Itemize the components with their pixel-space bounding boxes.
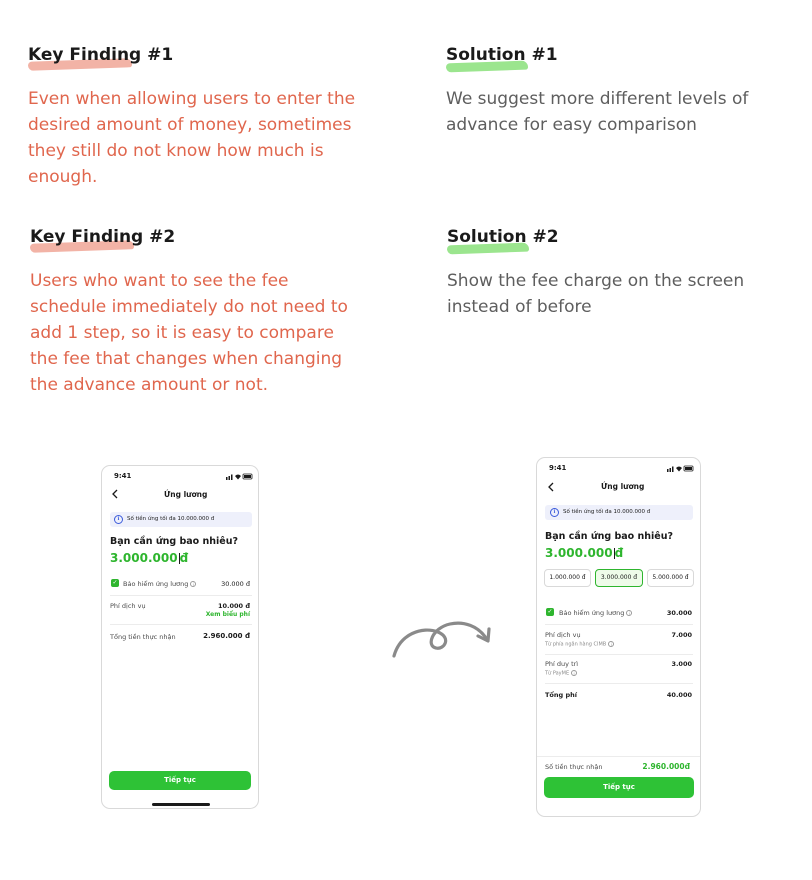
info-icon[interactable]: i (608, 641, 614, 647)
finding-1-line: Even when allowing users to enter the (28, 89, 356, 109)
divider (545, 683, 693, 684)
banner-text: Số tiền ứng tối đa 10.000.000 đ (127, 516, 215, 522)
total-fee-label: Tổng phí (545, 691, 577, 699)
home-indicator (152, 803, 210, 806)
service-fee-value: 7.000 (671, 631, 692, 639)
insurance-label (559, 609, 632, 617)
curly-arrow-icon (390, 616, 496, 660)
maintenance-fee-source (545, 670, 577, 677)
divider (110, 595, 252, 596)
screen-title: Ứng lương (601, 482, 645, 491)
insurance-label (123, 580, 196, 588)
insurance-value: 30.000 đ (221, 580, 250, 588)
finding-2-text (30, 268, 348, 398)
divider (545, 654, 693, 655)
finding-1-text (28, 86, 355, 190)
total-received-value: 2.960.000 đ (203, 632, 250, 640)
back-chevron-icon[interactable] (111, 489, 119, 499)
finding-1-line: they still do not know how much is (28, 141, 324, 161)
info-icon[interactable]: i (571, 670, 577, 676)
solution-1-line: advance for easy comparison (446, 115, 697, 135)
currency-symbol: đ (179, 551, 189, 565)
solution-1-line: We suggest more different levels of (446, 89, 749, 109)
finding-2-heading: Key Finding #2 (30, 227, 176, 247)
status-time: 9:41 (114, 472, 132, 480)
info-icon: i (550, 508, 559, 517)
amount-chip-1000000[interactable]: 1.000.000 đ (544, 569, 591, 587)
divider (537, 756, 701, 757)
solution-2-line: instead of before (447, 297, 592, 317)
received-amount-label: Số tiền thực nhận (545, 763, 603, 771)
status-bar-icons (667, 465, 695, 472)
back-chevron-icon[interactable] (547, 482, 555, 492)
divider (545, 624, 693, 625)
amount-question: Bạn cần ứng bao nhiêu? (545, 531, 674, 542)
amount-input[interactable] (110, 551, 188, 565)
insurance-checkbox[interactable]: ✓ (112, 579, 118, 586)
total-received-label: Tổng tiền thực nhận (110, 633, 176, 641)
finding-2-line: the advance amount or not. (30, 375, 269, 395)
finding-2-line: schedule immediately do not need to (30, 297, 348, 317)
info-icon: i (114, 515, 123, 524)
info-icon[interactable]: i (626, 610, 632, 616)
finding-1-line: desired amount of money, sometimes (28, 115, 352, 135)
amount-chip-5000000[interactable]: 5.000.000 đ (647, 569, 694, 587)
finding-2-line: the fee that changes when changing (30, 349, 343, 369)
solution-1-heading: Solution #1 (446, 45, 558, 65)
insurance-value: 30.000 (666, 609, 692, 617)
amount-question: Bạn cần ứng bao nhiêu? (110, 536, 239, 547)
solution-2-line: Show the fee charge on the screen (447, 271, 745, 291)
service-fee-label: Phí dịch vụ (545, 631, 581, 639)
view-fee-schedule-link[interactable]: Xem biểu phí (205, 611, 250, 618)
insurance-label-text: Bảo hiểm ứng lương (123, 580, 189, 588)
insurance-label-text: Bảo hiểm ứng lương (559, 609, 625, 617)
finding-2-line: Users who want to see the fee (30, 271, 289, 291)
after-phone-mockup (536, 457, 701, 817)
finding-1-heading: Key Finding #1 (28, 45, 174, 65)
maintenance-fee-source-text: Từ PayME (545, 670, 570, 677)
service-fee-value: 10.000 đ (218, 602, 250, 610)
currency-symbol: đ (614, 546, 624, 560)
solution-2-heading: Solution #2 (447, 227, 559, 247)
solution-1-text (446, 86, 748, 138)
before-phone-mockup (101, 465, 259, 809)
info-icon[interactable]: i (190, 581, 196, 587)
amount-value: 3.000.000 (110, 551, 178, 565)
divider (110, 624, 252, 625)
finding-1-line: enough. (28, 167, 98, 187)
screen-title: Ứng lương (164, 490, 208, 499)
service-fee-source (545, 641, 614, 648)
service-fee-source-text: Từ phía ngân hàng CIMB (545, 641, 607, 648)
solution-2-text (447, 268, 744, 320)
banner-text: Số tiền ứng tối đa 10.000.000 đ (563, 509, 651, 515)
amount-input[interactable] (545, 546, 623, 560)
amount-value: 3.000.000 (545, 546, 613, 560)
maintenance-fee-value: 3.000 (671, 660, 692, 668)
service-fee-label: Phí dịch vụ (110, 602, 146, 610)
status-bar-icons (226, 473, 254, 480)
maintenance-fee-label: Phí duy trì (545, 660, 579, 668)
received-amount-value: 2.960.000đ (642, 762, 690, 771)
continue-button[interactable]: Tiếp tục (109, 771, 251, 790)
status-time: 9:41 (549, 464, 567, 472)
total-fee-value: 40.000 (666, 691, 692, 699)
finding-2-line: add 1 step, so it is easy to compare (30, 323, 334, 343)
continue-button[interactable]: Tiếp tục (544, 777, 694, 798)
amount-chip-3000000-selected[interactable]: 3.000.000 đ (595, 569, 643, 587)
insurance-checkbox[interactable]: ✓ (547, 608, 553, 615)
